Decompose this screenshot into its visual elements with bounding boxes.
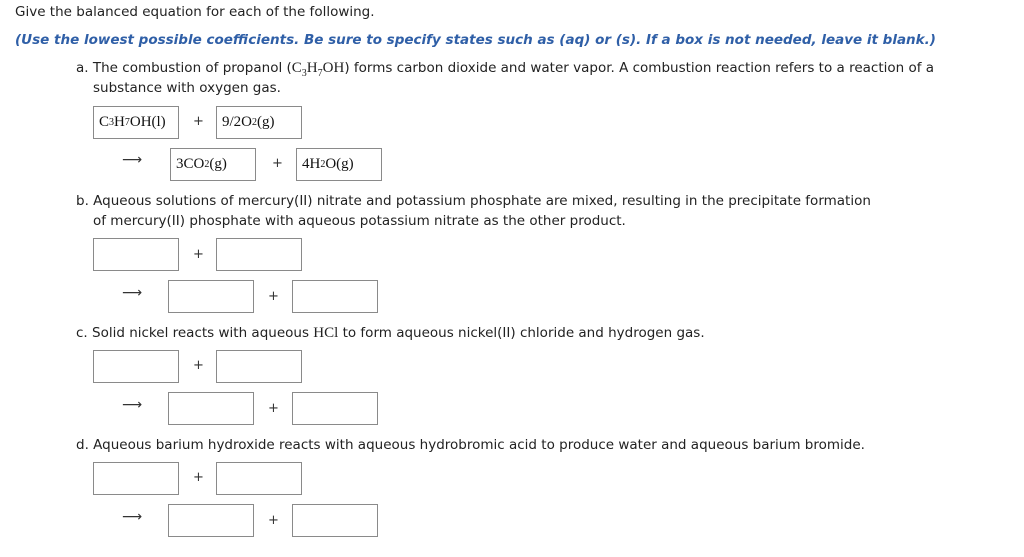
reaction-arrow: ⟶	[122, 285, 143, 301]
part-a-text-after: ) forms carbon dioxide and water vapor. A combustion reaction refers to a reaction of a	[344, 60, 935, 76]
part-d-label: d.	[76, 437, 89, 453]
part-c-label: c.	[76, 325, 88, 341]
reaction-arrow: ⟶	[122, 152, 143, 168]
part-a-text-before: The combustion of propanol (	[92, 60, 292, 76]
part-c-text-after: to form aqueous nickel(II) chloride and hydrogen gas.	[338, 325, 705, 341]
plus-sign: +	[193, 470, 204, 485]
part-a-product2-box[interactable]: 4H 2 O(g)	[296, 148, 382, 181]
part-a-reactant1-box[interactable]: C 3 H 7 OH(l)	[93, 106, 179, 139]
part-c-text-before: Solid nickel reacts with aqueous	[92, 325, 314, 341]
part-d-product2-box[interactable]	[292, 504, 378, 537]
part-b-text: Aqueous solutions of mercury(II) nitrate and potassium phosphate are mixed, resulting in the precipitate formation	[93, 193, 871, 209]
part-b-reactant2-box[interactable]	[216, 238, 302, 271]
propanol-formula: $C_3H_7OH$	[291, 60, 345, 79]
part-d-reactant1-box[interactable]	[93, 462, 179, 495]
plus-sign: +	[193, 114, 204, 129]
question-prompt: Give the balanced equation for each of the following.	[15, 4, 375, 20]
part-b-label: b.	[76, 193, 89, 209]
plus-sign: +	[268, 513, 279, 528]
part-a-text-line2: substance with oxygen gas.	[93, 80, 281, 96]
part-c-text-line1	[76, 325, 705, 342]
part-b-reactant1-box[interactable]	[93, 238, 179, 271]
part-c-product2-box[interactable]	[292, 392, 378, 425]
part-b-product1-box[interactable]	[168, 280, 254, 313]
part-c-reactant2-box[interactable]	[216, 350, 302, 383]
part-d-text: Aqueous barium hydroxide reacts with aqueous hydrobromic acid to produce water and aqueous barium bromide.	[93, 437, 865, 453]
part-b-text-line1	[76, 193, 871, 209]
hcl-formula: HCl	[313, 325, 339, 341]
part-a-reactant2-box[interactable]: 9/2O 2 (g)	[216, 106, 302, 139]
plus-sign: +	[193, 358, 204, 373]
part-d-product1-box[interactable]	[168, 504, 254, 537]
instructions: (Use the lowest possible coefficients. Be sure to specify states such as (aq) or (s). If a box is not needed, leave it blank.)	[15, 32, 936, 48]
part-c-reactant1-box[interactable]	[93, 350, 179, 383]
plus-sign: +	[193, 247, 204, 262]
part-d-text-line1	[76, 437, 865, 453]
part-a-text-line1	[76, 60, 934, 79]
plus-sign: +	[268, 289, 279, 304]
plus-sign: +	[272, 156, 283, 171]
reaction-arrow: ⟶	[122, 397, 143, 413]
part-b-text-line2: of mercury(II) phosphate with aqueous potassium nitrate as the other product.	[93, 213, 626, 229]
part-c-product1-box[interactable]	[168, 392, 254, 425]
reaction-arrow: ⟶	[122, 509, 143, 525]
part-a-label: a.	[76, 60, 89, 76]
part-b-product2-box[interactable]	[292, 280, 378, 313]
plus-sign: +	[268, 401, 279, 416]
part-a-product1-box[interactable]: 3CO 2 (g)	[170, 148, 256, 181]
part-d-reactant2-box[interactable]	[216, 462, 302, 495]
